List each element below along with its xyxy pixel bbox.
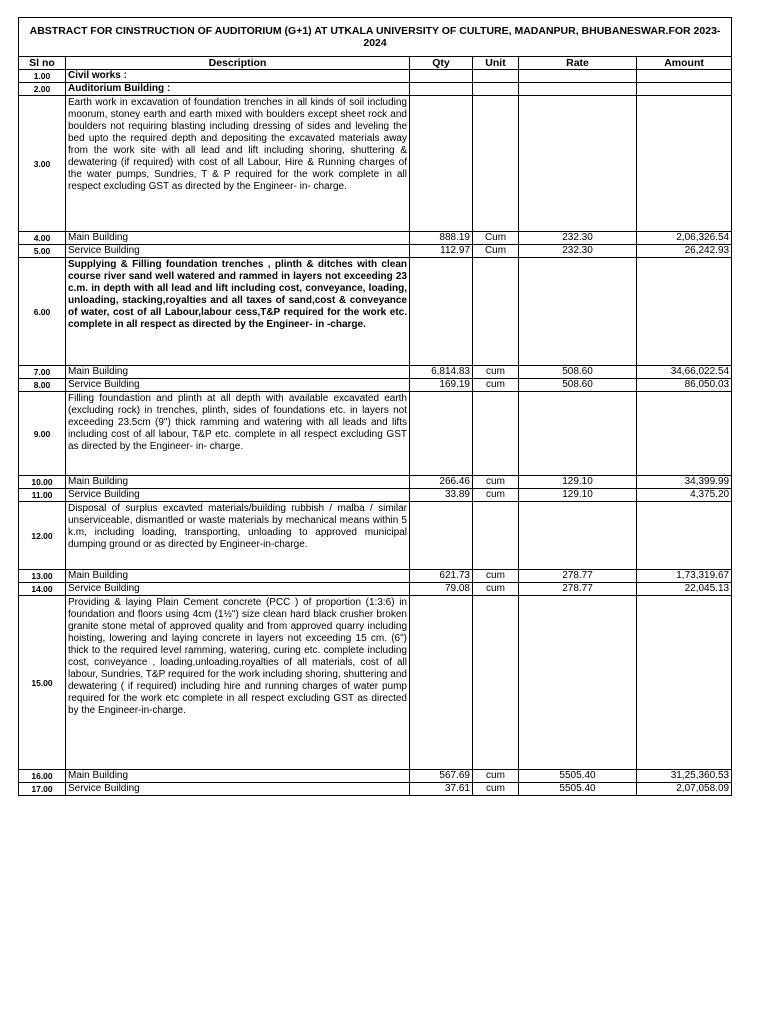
table-row: [19, 596, 732, 770]
amount-cell: 2,07,058.09: [637, 783, 732, 796]
description-cell: Service Building: [66, 783, 410, 796]
description-cell: Main Building: [66, 476, 410, 489]
sl-cell: 15.00: [19, 596, 66, 770]
sl-cell: 12.00: [19, 502, 66, 570]
description-cell: Providing & laying Plain Cement concrete (PCC ) of proportion (1:3:6) in foundation and floors using 4cm (1½") size clean hard black crusher broken granite stone metal of approved quality and from approved quarry including hoisting, lowering and laying concrete in layers not exceeding 15 cm. (6") thick to the required level ramming, watering, curing etc. complete including cost, conveyance , loading,unloading,royalties of all materials, cost of all labour, Sundries, T&P required for the work including shoring, shuttering and dewatering ( if required) including hire and running charges of water pump required for the work etc complete in all respect excluding GST as directed by the Engineer-in-charge.: [66, 596, 410, 770]
header-qty: Qty: [410, 57, 473, 70]
qty-cell: 888.19: [410, 232, 473, 245]
sl-cell: 5.00: [19, 245, 66, 258]
amount-cell: [637, 258, 732, 366]
table-row: [19, 83, 732, 96]
rate-cell: 5505.40: [519, 770, 637, 783]
document-title: ABSTRACT FOR CINSTRUCTION OF AUDITORIUM (G+1) AT UTKALA UNIVERSITY OF CULTURE, MADANPUR, BHUBANESWAR.FOR 2023-2024: [19, 18, 732, 57]
unit-cell: [473, 96, 519, 232]
rate-cell: 508.60: [519, 366, 637, 379]
sl-cell: 14.00: [19, 583, 66, 596]
qty-cell: 6,814.83: [410, 366, 473, 379]
description-cell: Main Building: [66, 366, 410, 379]
unit-cell: cum: [473, 379, 519, 392]
unit-cell: [473, 83, 519, 96]
description-cell: Main Building: [66, 570, 410, 583]
unit-cell: cum: [473, 366, 519, 379]
qty-cell: 37.61: [410, 783, 473, 796]
amount-cell: 26,242.93: [637, 245, 732, 258]
qty-cell: [410, 258, 473, 366]
table-row: [19, 96, 732, 232]
table-row: [19, 245, 732, 258]
table-row: [19, 570, 732, 583]
qty-cell: 266.46: [410, 476, 473, 489]
amount-cell: 31,25,360.53: [637, 770, 732, 783]
table-row: [19, 70, 732, 83]
table-row: [19, 232, 732, 245]
header-description: Description: [66, 57, 410, 70]
unit-cell: cum: [473, 770, 519, 783]
qty-cell: [410, 83, 473, 96]
amount-cell: [637, 392, 732, 476]
unit-cell: [473, 258, 519, 366]
rate-cell: 232.30: [519, 232, 637, 245]
unit-cell: Cum: [473, 245, 519, 258]
qty-cell: [410, 502, 473, 570]
amount-cell: [637, 96, 732, 232]
rate-cell: 278.77: [519, 583, 637, 596]
qty-cell: 169.19: [410, 379, 473, 392]
amount-cell: [637, 83, 732, 96]
description-cell: Service Building: [66, 489, 410, 502]
amount-cell: 34,399.99: [637, 476, 732, 489]
rate-cell: [519, 596, 637, 770]
sl-cell: 2.00: [19, 83, 66, 96]
amount-cell: 4,375.20: [637, 489, 732, 502]
qty-cell: [410, 70, 473, 83]
header-rate: Rate: [519, 57, 637, 70]
description-cell: Disposal of surplus excavted materials/building rubbish / malba / similar unserviceable, dismantled or waste materials by mechanical means within 5 k.m, including loading, transporting, unloading to approved municipal dumping ground or as directed by Engineer-in-charge.: [66, 502, 410, 570]
amount-cell: [637, 596, 732, 770]
sl-cell: 4.00: [19, 232, 66, 245]
amount-cell: [637, 502, 732, 570]
unit-cell: [473, 392, 519, 476]
unit-cell: [473, 596, 519, 770]
description-cell: Civil works :: [66, 70, 410, 83]
table-row: [19, 502, 732, 570]
amount-cell: 1,73,319.67: [637, 570, 732, 583]
qty-cell: [410, 392, 473, 476]
rate-cell: 5505.40: [519, 783, 637, 796]
qty-cell: 79.08: [410, 583, 473, 596]
description-cell: Service Building: [66, 379, 410, 392]
rate-cell: 508.60: [519, 379, 637, 392]
description-cell: Earth work in excavation of foundation trenches in all kinds of soil including moorum, stoney earth and earth mixed with boulders except sheet rock and boulders not requiring blasting including dressing of sides and leveling the bed upto the required depth and depositing the excavated materials away from the work site with all lead and lift including shoring, shuttering & dewatering (if required) with cost of all Labour, Hire & Running charges of the water pumps, Sundries, T & P required for the work complete in all respect excluding GST as directed by the Engineer- in- charge.: [66, 96, 410, 232]
table-row: [19, 583, 732, 596]
unit-cell: Cum: [473, 232, 519, 245]
sl-cell: 7.00: [19, 366, 66, 379]
sl-cell: 8.00: [19, 379, 66, 392]
description-cell: Main Building: [66, 232, 410, 245]
rate-cell: 232.30: [519, 245, 637, 258]
header-sl: Sl no: [19, 57, 66, 70]
sl-cell: 3.00: [19, 96, 66, 232]
rate-cell: [519, 392, 637, 476]
header-unit: Unit: [473, 57, 519, 70]
table-row: [19, 392, 732, 476]
description-cell: Service Building: [66, 245, 410, 258]
unit-cell: [473, 502, 519, 570]
table-row: [19, 366, 732, 379]
table-row: [19, 258, 732, 366]
unit-cell: [473, 70, 519, 83]
unit-cell: cum: [473, 783, 519, 796]
rate-cell: [519, 83, 637, 96]
description-cell: Filling foundastion and plinth at all depth with available excavated earth (excluding rock) in trenches, plinth, sides of foundations etc. in layers not exceeding 23.5cm (9") thick ramming and watering with all leads and lifts including cost of all labour, T&P etc. complete in all respect excluding GST as directed by the Engineer- in- charge.: [66, 392, 410, 476]
unit-cell: cum: [473, 476, 519, 489]
unit-cell: cum: [473, 583, 519, 596]
description-cell: Auditorium Building :: [66, 83, 410, 96]
rate-cell: [519, 96, 637, 232]
rate-cell: 129.10: [519, 476, 637, 489]
description-cell: Main Building: [66, 770, 410, 783]
description-cell: Supplying & Filling foundation trenches , plinth & ditches with clean course river sand well watered and rammed in layers not exceeding 23 c.m. in depth with all lead and lift including cost, conveyance, loading, unloading, stacking,royalties and all taxes of sand,cost & conveyance of water, cost of all Labour,labour cess,T&P required for the work etc. complete in all respect as directed by the Engineer- in -charge.: [66, 258, 410, 366]
unit-cell: cum: [473, 489, 519, 502]
amount-cell: 34,66,022.54: [637, 366, 732, 379]
header-amount: Amount: [637, 57, 732, 70]
qty-cell: 112.97: [410, 245, 473, 258]
qty-cell: 567.69: [410, 770, 473, 783]
sl-cell: 17.00: [19, 783, 66, 796]
header-row: [19, 57, 732, 70]
table-row: [19, 379, 732, 392]
sl-cell: 10.00: [19, 476, 66, 489]
qty-cell: [410, 96, 473, 232]
qty-cell: 33.89: [410, 489, 473, 502]
table-row: [19, 783, 732, 796]
description-cell: Service Building: [66, 583, 410, 596]
rate-cell: 129.10: [519, 489, 637, 502]
sl-cell: 16.00: [19, 770, 66, 783]
qty-cell: 621.73: [410, 570, 473, 583]
amount-cell: 22,045.13: [637, 583, 732, 596]
amount-cell: [637, 70, 732, 83]
qty-cell: [410, 596, 473, 770]
sl-cell: 6.00: [19, 258, 66, 366]
table-row: [19, 489, 732, 502]
rate-cell: [519, 70, 637, 83]
sl-cell: 1.00: [19, 70, 66, 83]
sl-cell: 13.00: [19, 570, 66, 583]
table-row: [19, 770, 732, 783]
rate-cell: [519, 502, 637, 570]
sl-cell: 9.00: [19, 392, 66, 476]
abstract-table: [18, 17, 732, 796]
rate-cell: 278.77: [519, 570, 637, 583]
rate-cell: [519, 258, 637, 366]
amount-cell: 2,06,326.54: [637, 232, 732, 245]
amount-cell: 86,050.03: [637, 379, 732, 392]
table-row: [19, 476, 732, 489]
sl-cell: 11.00: [19, 489, 66, 502]
unit-cell: cum: [473, 570, 519, 583]
